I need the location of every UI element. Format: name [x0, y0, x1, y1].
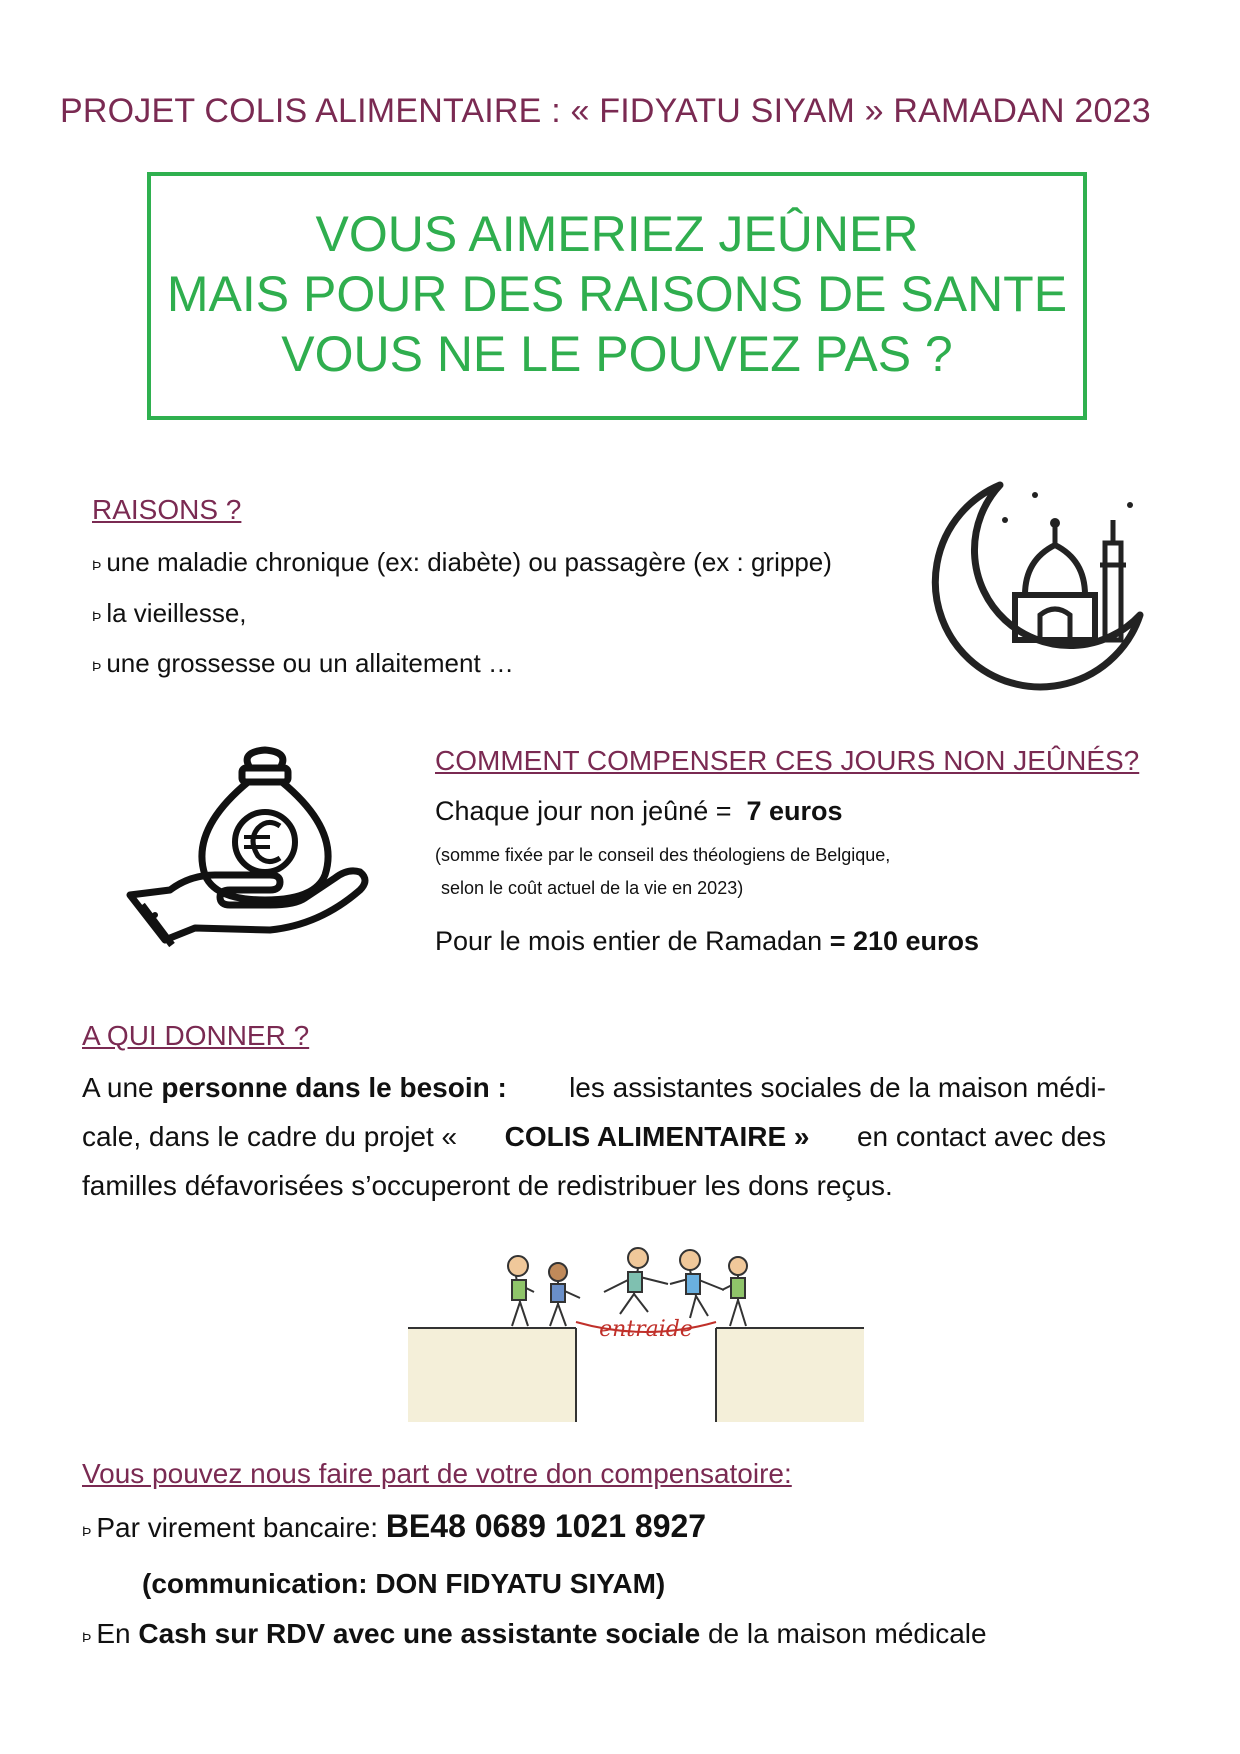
daily-rate: Chaque jour non jeûné = 7 euros	[435, 796, 843, 826]
donner-title: A QUI DONNER ?	[82, 1020, 310, 1051]
raisons-item-1: Þ une maladie chronique (ex: diabète) ou passagère (ex : grippe)	[92, 547, 832, 577]
virement-line: Þ Par virement bancaire: BE48 0689 1021 8927	[82, 1508, 707, 1544]
raisons-item-2: Þ la vieillesse,	[92, 598, 247, 628]
compenser-title: COMMENT COMPENSER CES JOURS NON JEÛNÉS?	[435, 745, 1140, 776]
crescent-mosque-icon	[880, 465, 1160, 715]
headline-line-1: VOUS AIMERIEZ JEÛNER	[315, 206, 919, 262]
raisons-title: RAISONS ?	[92, 494, 242, 525]
bullet-mark: Þ	[92, 608, 102, 624]
bullet-mark: Þ	[82, 1629, 92, 1645]
communication-line: (communication: DON FIDYATU SIYAM)	[142, 1568, 666, 1599]
money-bag-hand-icon	[120, 740, 380, 970]
headline-line-2: MAIS POUR DES RAISONS DE SANTE	[166, 266, 1068, 322]
cash-line: Þ En Cash sur RDV avec une assistante sociale de la maison médicale	[82, 1618, 987, 1649]
donner-line-3: familles défavorisées s’occuperont de redistribuer les dons reçus.	[82, 1170, 893, 1201]
donner-paragraph	[82, 1063, 1106, 1210]
don-title: Vous pouvez nous faire part de votre don compensatoire:	[82, 1458, 792, 1489]
entraide-illustration	[408, 1240, 864, 1422]
raisons-item-3: Þ une grossesse ou un allaitement …	[92, 648, 514, 678]
month-rate: Pour le mois entier de Ramadan = 210 euros	[435, 926, 980, 956]
entraide-word: entraide	[599, 1317, 693, 1342]
headline-line-3: VOUS NE LE POUVEZ PAS ?	[281, 326, 953, 382]
donner-line-1: A une personne dans le besoin : les assistantes sociales de la maison médi-	[82, 1072, 1106, 1103]
iban: BE48 0689 1021 8927	[385, 1508, 707, 1544]
bullet-mark: Þ	[92, 658, 102, 674]
daily-note-1: (somme fixée par le conseil des théologiens de Belgique,	[435, 845, 891, 865]
donner-line-2: cale, dans le cadre du projet « COLIS ALIMENTAIRE » en contact avec des	[82, 1121, 1106, 1152]
bullet-mark: Þ	[82, 1523, 92, 1539]
daily-note-2: selon le coût actuel de la vie en 2023)	[441, 878, 744, 898]
page-title: PROJET COLIS ALIMENTAIRE : « FIDYATU SIYAM » RAMADAN 2023	[60, 92, 1151, 130]
headline-box	[147, 172, 1087, 420]
bullet-mark: Þ	[92, 557, 102, 573]
